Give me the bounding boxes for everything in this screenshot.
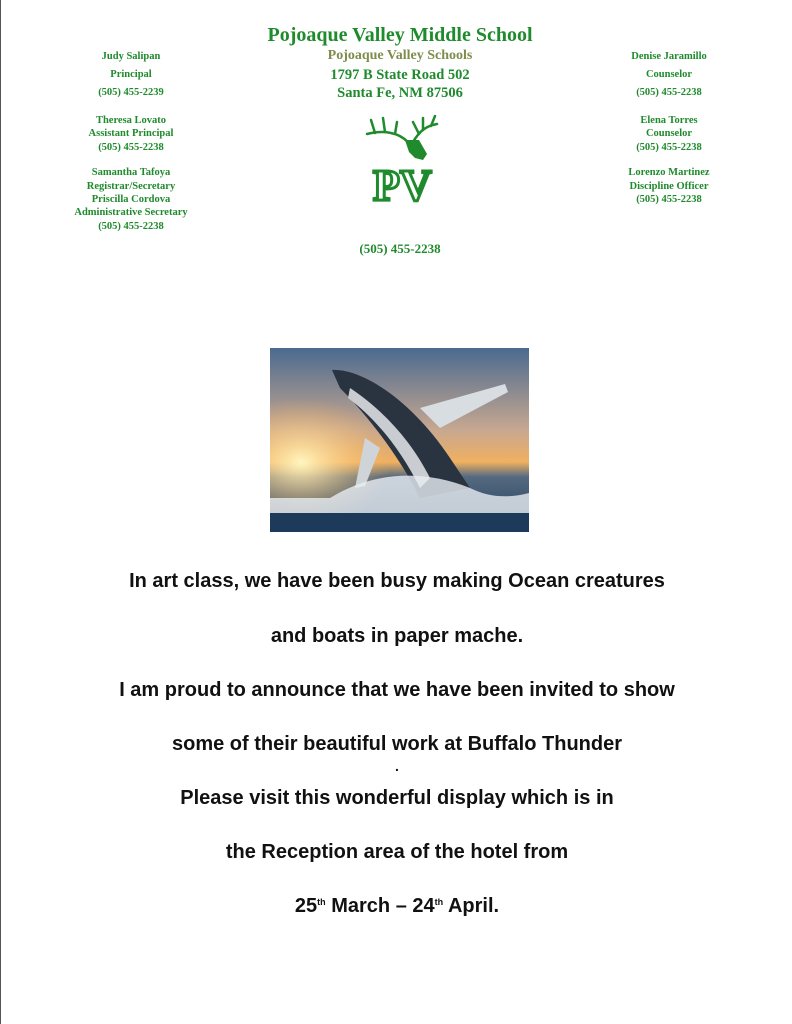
end-ordinal: th [434,897,444,907]
staff-phone: (505) 455-2238 [636,141,702,153]
staff-name: Elena Torres [640,115,698,126]
staff-right-column [599,48,739,214]
body-line-4: some of their beautiful work at Buffalo Thunder [171,733,623,755]
address-line-2: Santa Fe, NM 87506 [337,85,463,101]
elk-icon [353,112,445,208]
school-name: Pojoaque Valley Middle School [267,24,533,46]
staff-left-column [61,48,201,241]
date-range [1,895,792,918]
staff-phone: (505) 455-2238 [98,141,164,153]
staff-role: Assistant Principal [88,128,174,140]
body-line-6: the Reception area of the hotel from [225,841,569,863]
staff-name: Lorenzo Martinez [628,167,710,179]
start-ordinal: th [317,897,326,907]
start-month: March – [325,895,413,917]
school-address [201,66,599,102]
staff-role: Administrative Secretary [74,207,188,219]
staff-role: Principal [110,69,152,80]
staff-name: Priscilla Cordova [91,194,171,206]
start-day: 25 [294,895,318,917]
body-line-2: and boats in paper mache. [270,625,524,647]
staff-role: Counselor [645,69,693,80]
staff-phone: (505) 455-2239 [98,87,164,98]
address-line-1: 1797 B State Road 502 [330,67,470,83]
body-line-3: I am proud to announce that we have been invited to show [119,679,675,701]
staff-phone: (505) 455-2238 [98,220,164,232]
staff-role: Registrar/Secretary [86,180,176,192]
staff-name: Samantha Tafoya [91,167,171,179]
body-dot: . [395,758,399,774]
body-line-5: Please visit this wonderful display which is in [180,787,614,809]
staff-role: Counselor [645,128,693,140]
district-name: Pojoaque Valley Schools [327,48,473,63]
end-day: 24 [412,895,435,917]
staff-phone: (505) 455-2238 [636,87,702,98]
staff-phone: (505) 455-2238 [636,194,702,206]
staff-name: Judy Salipan [101,51,161,62]
main-phone: (505) 455-2238 [359,241,441,256]
logo-text: PV [373,161,432,208]
elk-pv-logo [353,112,445,208]
body-line-1: In art class, we have been busy making Ocean creatures [129,570,665,592]
staff-name: Theresa Lovato [95,115,167,126]
whale-photo [270,348,529,532]
staff-role: Discipline Officer [629,180,709,192]
staff-name: Denise Jaramillo [631,51,707,62]
end-month: April. [443,895,500,917]
